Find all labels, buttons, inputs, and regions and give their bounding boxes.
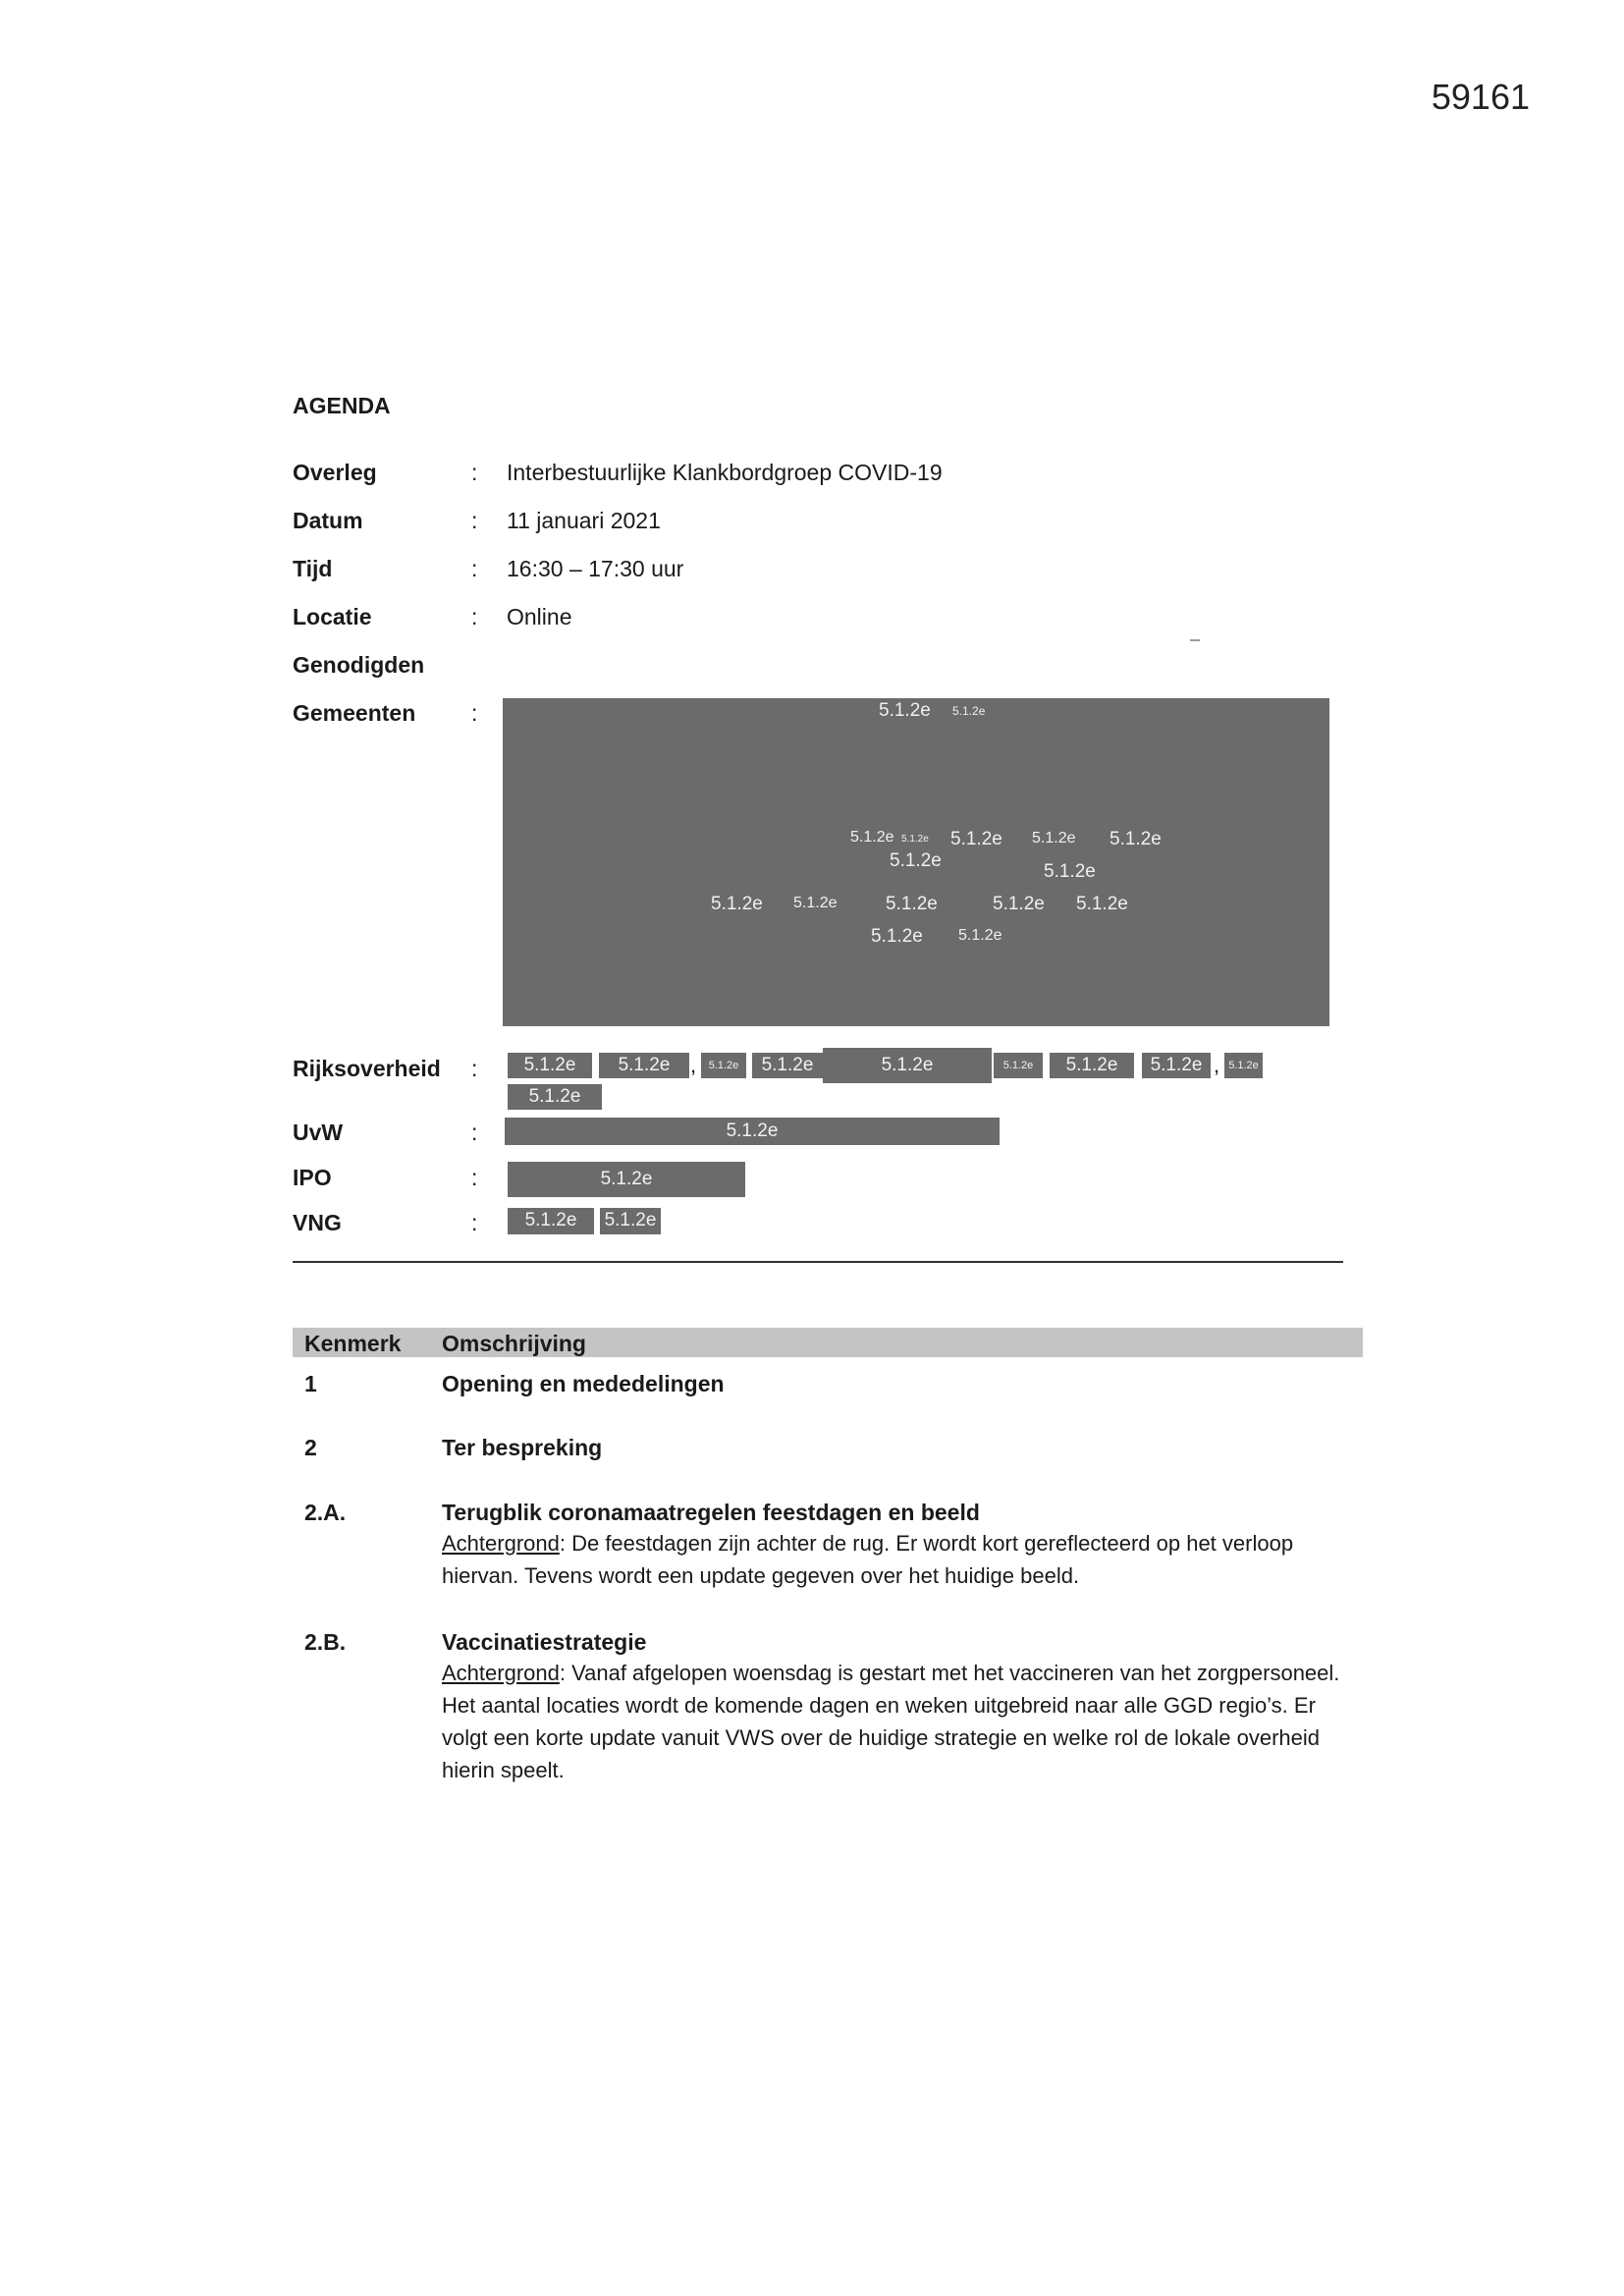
- redaction-label: 5.1.2e: [890, 850, 942, 871]
- redaction-box-uvw: 5.1.2e: [505, 1118, 1000, 1145]
- meta-label-rijksoverheid: Rijksoverheid: [293, 1056, 441, 1081]
- separator-comma: ,: [690, 1053, 697, 1077]
- table-header-kenmerk: Kenmerk: [304, 1331, 402, 1356]
- redaction-box: 5.1.2e: [1224, 1053, 1263, 1078]
- redaction-box-vng: 5.1.2e: [508, 1208, 594, 1234]
- meta-colon: :: [471, 1165, 478, 1190]
- meta-value-datum: 11 januari 2021: [507, 508, 661, 533]
- meta-colon: :: [471, 556, 478, 581]
- agenda-item-title: Vaccinatiestrategie: [442, 1629, 647, 1655]
- redaction-label: 5.1.2e: [1076, 894, 1128, 914]
- meta-colon: :: [471, 700, 478, 726]
- redaction-label: 5.1.2e: [958, 927, 1002, 944]
- meta-value-overleg: Interbestuurlijke Klankbordgroep COVID-19: [507, 460, 943, 485]
- redaction-box: 5.1.2e: [823, 1048, 992, 1083]
- meta-label-genodigden: Genodigden: [293, 652, 425, 678]
- redaction-box: 5.1.2e: [701, 1053, 746, 1078]
- redaction-label: 5.1.2e: [871, 926, 923, 947]
- redaction-label: 5.1.2e: [1032, 830, 1076, 847]
- page-number: 59161: [1431, 77, 1530, 117]
- meta-label-locatie: Locatie: [293, 604, 372, 629]
- redaction-box: 5.1.2e: [752, 1053, 823, 1078]
- background-text: : De feestdagen zijn achter de rug. Er wordt kort gereflecteerd op het verloop hiervan. Tevens wordt een update gegeven over het huidige beeld.: [442, 1531, 1294, 1588]
- meta-colon: :: [471, 1056, 478, 1081]
- background-label: Achtergrond: [442, 1531, 560, 1556]
- redaction-box: 5.1.2e: [508, 1084, 602, 1110]
- meta-label-datum: Datum: [293, 508, 363, 533]
- agenda-title: AGENDA: [293, 393, 391, 418]
- background-label: Achtergrond: [442, 1661, 560, 1685]
- redaction-box: 5.1.2e: [1142, 1053, 1211, 1078]
- meta-value-locatie: Online: [507, 604, 572, 629]
- redaction-label: 5.1.2e: [950, 829, 1002, 849]
- agenda-item-description: [442, 1527, 1355, 1592]
- separator-comma: ,: [1214, 1053, 1220, 1077]
- redaction-label: 5.1.2e: [993, 894, 1045, 914]
- meta-colon: :: [471, 508, 478, 533]
- redaction-box: 5.1.2e: [1050, 1053, 1134, 1078]
- redaction-box: 5.1.2e: [994, 1053, 1043, 1078]
- agenda-item-title: Ter bespreking: [442, 1435, 603, 1460]
- agenda-item-title: Terugblik coronamaatregelen feestdagen en beeld: [442, 1500, 980, 1525]
- meta-colon: :: [471, 460, 478, 485]
- agenda-item-description: [442, 1657, 1355, 1786]
- agenda-item-number: 2.B.: [304, 1629, 347, 1655]
- table-header-omschrijving: Omschrijving: [442, 1331, 586, 1356]
- meta-label-vng: VNG: [293, 1210, 342, 1235]
- background-text: : Vanaf afgelopen woensdag is gestart met het vaccineren van het zorgpersoneel. Het aantal locaties wordt de komende dagen en weken uitgebreid naar alle GGD regio’s. Er volgt een korte update vanuit VWS over de huidige strategie en welke rol de lokale overheid hierin speelt.: [442, 1661, 1340, 1782]
- redaction-label: 5.1.2e: [952, 704, 986, 718]
- redaction-label: 5.1.2e: [879, 700, 931, 721]
- meta-colon: :: [471, 604, 478, 629]
- redaction-label: 5.1.2e: [711, 894, 763, 914]
- redaction-box-vng: 5.1.2e: [600, 1208, 661, 1234]
- meta-colon: :: [471, 1210, 478, 1235]
- agenda-item-number: 2: [304, 1435, 317, 1460]
- section-divider: [293, 1261, 1343, 1263]
- redaction-label: 5.1.2e: [1044, 861, 1096, 882]
- redaction-label: 5.1.2e: [793, 895, 838, 911]
- redaction-box-ipo: 5.1.2e: [508, 1162, 745, 1197]
- agenda-item-title: Opening en mededelingen: [442, 1371, 725, 1396]
- agenda-item-number: 1: [304, 1371, 317, 1396]
- redaction-box: 5.1.2e: [599, 1053, 689, 1078]
- redaction-label: 5.1.2e: [850, 829, 894, 846]
- meta-colon: :: [471, 1120, 478, 1145]
- meta-label-gemeenten: Gemeenten: [293, 700, 416, 726]
- redaction-label: 5.1.2e: [901, 834, 929, 845]
- meta-label-overleg: Overleg: [293, 460, 377, 485]
- meta-label-ipo: IPO: [293, 1165, 332, 1190]
- scan-mark: [1190, 639, 1200, 641]
- redaction-label: 5.1.2e: [1110, 829, 1162, 849]
- meta-label-uvw: UvW: [293, 1120, 344, 1145]
- meta-label-tijd: Tijd: [293, 556, 333, 581]
- agenda-item-number: 2.A.: [304, 1500, 347, 1525]
- redaction-label: 5.1.2e: [886, 894, 938, 914]
- meta-value-tijd: 16:30 – 17:30 uur: [507, 556, 684, 581]
- redaction-box: 5.1.2e: [508, 1053, 592, 1078]
